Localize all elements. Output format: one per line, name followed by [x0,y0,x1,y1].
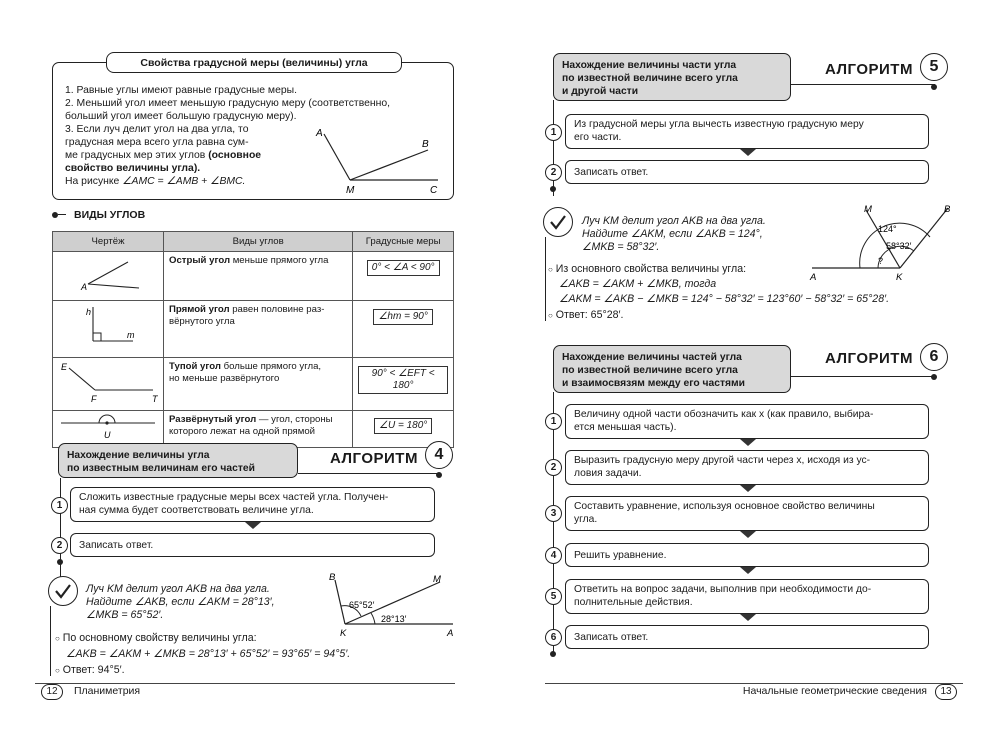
drawing-acute [53,252,164,301]
label-obtuse-t: T [152,394,158,404]
algo6-header-underline [790,376,935,377]
algo5-step-1-line2: его части. [574,132,622,143]
prop-2b: больший угол имеет большую градусную меру). [65,111,297,122]
type-right [164,301,353,358]
algo4-step-1-line1: Сложить известные градусные меры всех частей угла. Получен- [79,492,389,503]
label-b: B [422,139,429,150]
algo6-step-3-line2: угла. [574,514,598,525]
akb-label-m: M [433,574,441,585]
algo6-step-1-line1: Величину одной части обозначить как x (как правило, выбира- [574,409,874,420]
algo4-flow-end-dot [57,559,63,565]
example5-solution: ○ Из основного свойства величины угла: ∠AKB = ∠AKM + ∠MKB, тогда ∠AKM = ∠AKB − ∠MKB = 124° − 58°32′ = 123°60′ − 58°32′ = 65°28′. ○ Ответ: 65°28′. [548,262,938,324]
akb-label-k: K [340,628,347,639]
algo6-step-6-line1: Записать ответ. [574,632,649,643]
type-obtuse-desc: больше прямого угла, [220,361,322,372]
algo6-step-4-number: 4 [545,547,562,564]
angle-amc-figure [310,122,450,194]
example4-line2: Найдите ∠AKB, если ∠AKM = 28°13′, [86,596,275,608]
algo5-flow-end-dot [550,186,556,192]
algo5-header-line1: Нахождение величины части угла [562,60,737,71]
algo6-step-5-line2: полнительные действия. [574,597,693,608]
algo5-header [553,53,791,101]
bullet-dot [52,212,58,218]
type-straight-desc2: которого лежат на одной прямой [169,426,316,437]
algo6-header-line2: по известной величине всего угла [562,365,738,376]
example5-solution-pre: ∠AKB = ∠AKM + ∠MKB, тогда [559,278,717,290]
header-type: Виды углов [164,232,353,252]
measure-obtuse-value: 90° < ∠EFT < 180° [358,366,448,394]
measure-acute-value: 0° < ∠A < 90° [367,260,440,276]
algo6-step-5-number: 5 [545,588,562,605]
example5-line [545,237,546,321]
prop-3-bold-b: свойство величины угла). [65,163,201,174]
prop-3d: На рисунке [65,176,120,187]
right-footer-rule [545,683,963,684]
type-straight [164,411,353,448]
algo5-step-1-line1: Из градусной меры угла вычесть известную градусную меру [574,119,864,130]
type-right-desc2: вёрнутого угла [169,316,235,327]
algo4-word: АЛГОРИТМ [330,450,418,467]
prop-3-bold-a: (основное [208,150,262,161]
algo5-word: АЛГОРИТМ [825,61,913,78]
algo4-number: 4 [425,441,453,469]
right-angle-figure [53,301,163,353]
algo6-step-5-line1: Ответить на вопрос задачи, выполнив при необходимости до- [574,584,872,595]
straight-angle-figure [53,411,163,443]
algo4-step-1-line2: ная сумма будет соответствовать величине угла. [79,505,314,516]
example4-line [50,606,51,676]
prop-1: 1. Равные углы имеют равные градусные меры. [65,85,297,96]
table-row [53,301,454,358]
algo6-step-2-number: 2 [545,459,562,476]
algo6-step-5 [565,579,929,614]
algo6-arrow-4 [740,567,756,574]
example4-solution-formula: ∠AKB = ∠AKM + ∠MKB = 28°13′ + 65°52′ = 93°65′ = 94°5′. [66,648,351,660]
algo6-word: АЛГОРИТМ [825,350,913,367]
prop-3b: градусная мера всего угла равна сум- [65,137,249,148]
algo6-arrow-2 [740,485,756,492]
algo4-step-1-number: 1 [51,497,68,514]
properties-title: Свойства градусной меры (величины) угла [106,52,402,73]
algo6-flow-line [553,392,554,654]
bullet-dash [58,214,66,215]
measure-acute [353,252,454,301]
example5-solution-intro: Из основного свойства величины угла: [555,263,747,275]
algo5-header-line3: и другой части [562,86,639,97]
type-obtuse-name: Тупой угол [169,361,221,372]
label-c: C [430,185,438,194]
example4-solution-intro: По основному свойству величины угла: [62,632,257,644]
angle-types-table [52,231,454,448]
check-icon [543,207,573,237]
akm-label-k: K [896,272,903,282]
algo5-number-dot [931,84,937,90]
table-row [53,411,454,448]
algo5-arrow [740,149,756,156]
example4-answer: Ответ: 94°5′. [62,664,125,676]
example5-text [582,215,812,254]
algo4-number-dot [436,472,442,478]
akb-angle-2: 28°13′ [381,614,407,624]
akb-label-a: A [447,628,454,639]
label-right-m: m [127,330,135,340]
algo6-flow-end-dot [550,651,556,657]
table-header-row [53,232,454,252]
example5-solution-formula: ∠AKM = ∠AKB − ∠MKB = 124° − 58°32′ = 123°60′ − 58°32′ = 65°28′. [559,293,890,305]
algo6-step-4-line1: Решить уравнение. [574,550,667,561]
drawing-right [53,301,164,358]
algo6-step-4 [565,543,929,567]
prop-3c: ме градусных мер этих углов [65,150,206,161]
algo6-step-2-line2: ловия задачи. [574,468,642,479]
algo6-step-3 [565,496,929,531]
algo5-number: 5 [920,53,948,81]
label-acute-a: A [81,282,88,292]
drawing-straight [53,411,164,448]
example5-line2: Найдите ∠AKM, если ∠AKB = 124°, [582,228,763,240]
angle-akb-figure [325,570,460,640]
algo6-number-dot [931,374,937,380]
akm-label-a: A [810,272,817,282]
label-m: M [346,185,355,194]
measure-obtuse [353,358,454,411]
angle-akm-figure [808,200,958,282]
left-footer-title: Планиметрия [74,685,141,697]
algo6-step-1-number: 1 [545,413,562,430]
measure-straight-value: ∠U = 180° [374,418,432,434]
label-right-h: h [86,307,92,317]
algo6-header [553,345,791,393]
drawing-obtuse [53,358,164,411]
measure-right [353,301,454,358]
algo5-step-1-number: 1 [545,124,562,141]
prop-3-formula: ∠AMC = ∠AMB + ∠BMC. [122,176,246,187]
akb-angle-1: 65°52′ [349,600,375,610]
algo4-header-line2: по известным величинам его частей [67,463,255,474]
example4-solution: ○ По основному свойству величины угла: ∠AKB = ∠AKM + ∠MKB = 28°13′ + 65°52′ = 93°65′ = 94°5′. ○ Ответ: 94°5′. [55,631,435,679]
algo5-step-2 [565,160,929,184]
right-page-number: 13 [935,684,957,700]
example5-answer: Ответ: 65°28′. [555,309,624,321]
measure-right-value: ∠hm = 90° [373,309,432,325]
algo6-number: 6 [920,343,948,371]
akm-angle-2: 58°32′ [886,241,912,251]
prop-3a: 3. Если луч делит угол на два угла, то [65,124,249,135]
types-heading: ВИДЫ УГЛОВ [74,209,146,221]
algo4-header-underline [298,473,440,474]
type-acute-name: Острый угол [169,255,231,266]
left-footer-rule [35,683,455,684]
obtuse-angle-figure [53,358,163,406]
algo6-step-1 [565,404,929,439]
algo4-step-1 [70,487,435,522]
algo5-step-2-number: 2 [545,164,562,181]
type-acute [164,252,353,301]
type-right-name: Прямой угол [169,304,230,315]
algo6-step-2 [565,450,929,485]
right-footer-title: Начальные геометрические сведения [742,685,927,697]
check-icon [48,576,78,606]
type-straight-desc: — угол, стороны [256,414,333,425]
type-acute-desc: меньше прямого угла [230,255,329,266]
type-right-desc: равен половине раз- [229,304,325,315]
label-obtuse-e: E [61,362,68,372]
label-straight-u: U [104,430,111,440]
algo5-step-2-line1: Записать ответ. [574,167,649,178]
algo6-arrow-1 [740,439,756,446]
algo6-step-3-line1: Составить уравнение, используя основное свойство величины [574,501,875,512]
label-a: A [316,128,323,139]
left-page-number: 12 [41,684,63,700]
algo6-step-3-number: 3 [545,505,562,522]
table-row [53,252,454,301]
header-measure: Градусные меры [353,232,454,252]
example4-line1: Луч KM делит угол AKB на два угла. [86,583,270,595]
example4-line3: ∠MKB = 65°52′. [86,609,164,621]
algo5-step-1 [565,114,929,149]
algo6-header-line1: Нахождение величины частей угла [562,352,742,363]
algo6-arrow-3 [740,531,756,538]
table-row [53,358,454,411]
algo4-step-2-number: 2 [51,537,68,554]
akm-label-m: M [864,204,872,215]
type-straight-name: Развёрнутый угол [169,414,257,425]
algo6-header-line3: и взаимосвязям между его частями [562,378,745,389]
algo5-header-line2: по известной величине всего угла [562,73,738,84]
example4-text [86,583,316,622]
algo6-step-6-number: 6 [545,629,562,646]
algo4-header-line1: Нахождение величины угла [67,450,210,461]
acute-angle-figure [53,252,163,296]
algo6-step-1-line2: ется меньшая часть). [574,422,677,433]
algo6-step-6 [565,625,929,649]
type-obtuse [164,358,353,411]
algo4-step-2 [70,533,435,557]
algo6-arrow-5 [740,614,756,621]
algo4-header [58,443,298,478]
algo5-flow-line [553,100,554,196]
type-obtuse-desc2: но меньше развёрнутого [169,373,280,384]
algo6-step-2-line1: Выразить градусную меру другой части через x, исходя из ус- [574,455,871,466]
algo4-step-2-line1: Записать ответ. [79,540,154,551]
akm-angle-1: 124° [878,224,897,234]
header-drawing: Чертёж [53,232,164,252]
example5-line3: ∠MKB = 58°32′. [582,241,660,253]
prop-2a: 2. Меньший угол имеет меньшую градусную меру (соответственно, [65,98,391,109]
akb-label-b: B [329,572,336,583]
akm-label-b: B [944,204,951,215]
akm-angle-q: ? [878,256,884,266]
algo5-header-underline [790,84,935,85]
algo4-arrow [245,522,261,529]
example5-line1: Луч KM делит угол AKB на два угла. [582,215,766,227]
label-obtuse-f: F [91,394,97,404]
